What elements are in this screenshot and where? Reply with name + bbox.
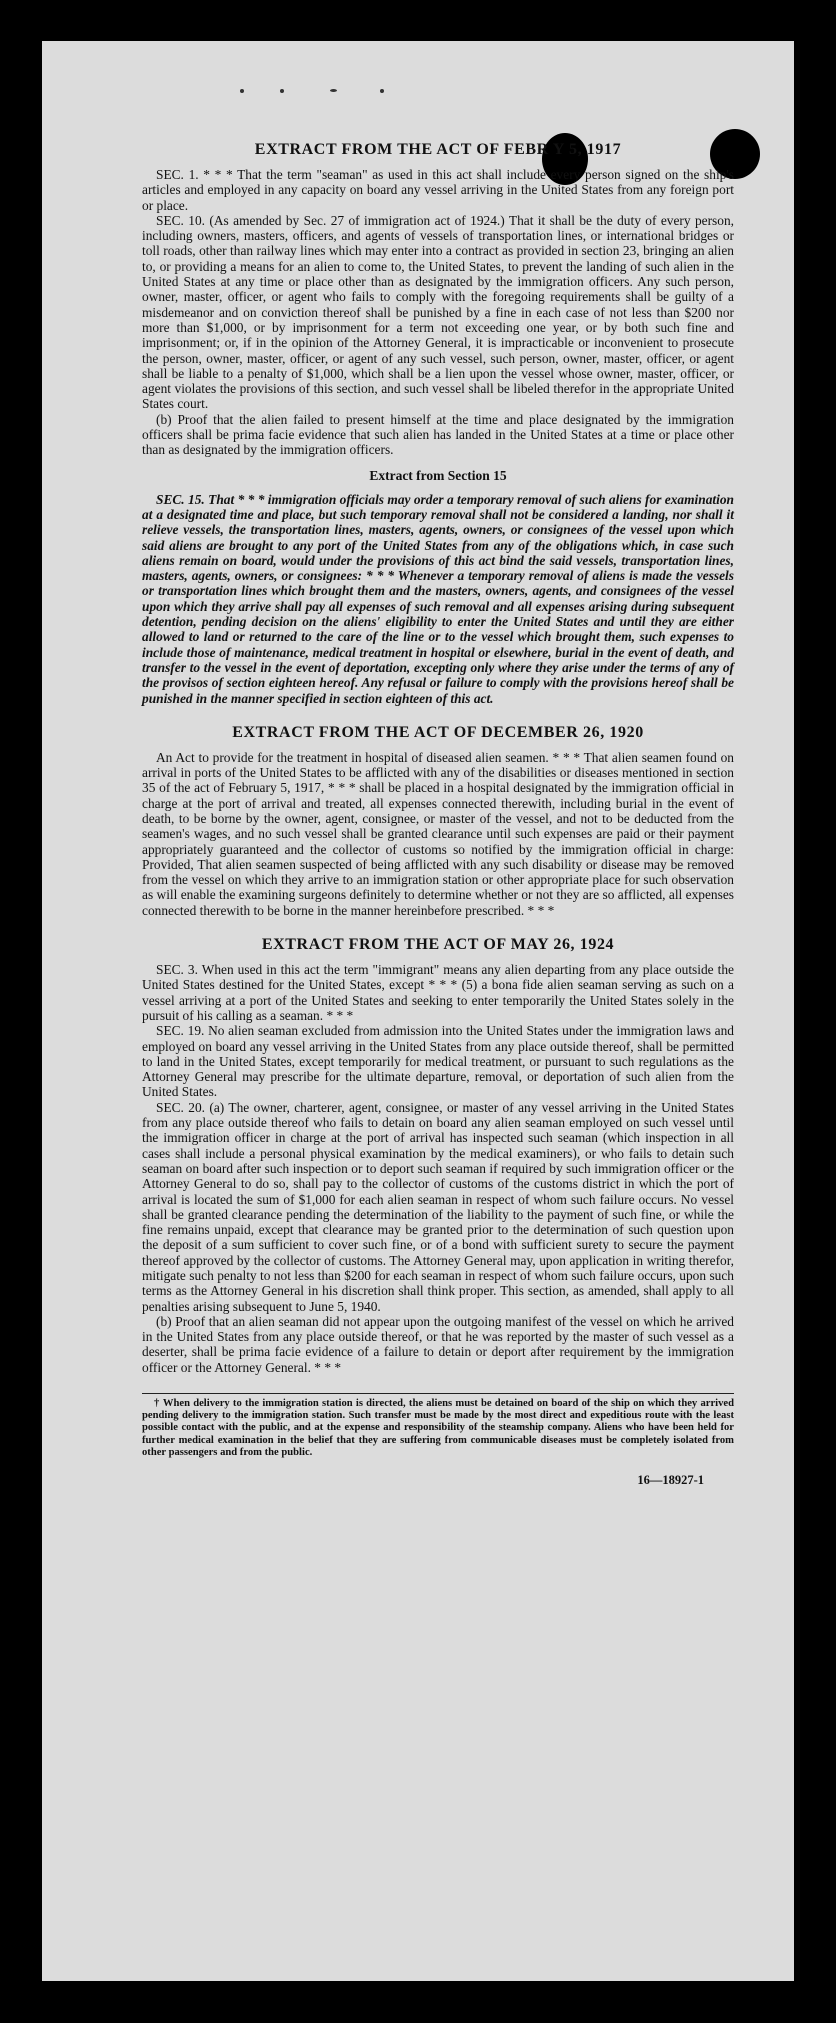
dot-mark: [330, 89, 337, 92]
footnote: † When delivery to the immigration station is directed, the aliens must be detained on board of the ship on which they arrived pending delivery to the immigration station. Such transfer must be made by the most direct and expeditious route with the least possible contact with the public, and at the expense and responsibility of the steamship company. Aliens who have been held for further medical examination in the belief that they are suffering from communicable diseases must be completely isolated from other passengers and from the public.: [142, 1398, 734, 1458]
paragraph-sec20b: (b) Proof that an alien seaman did not appear upon the outgoing manifest of the vessel on which he arrived in the United States from any place outside thereof, or that he was reported by the master of such vessel as a deserter, shall be prima facie evidence of a failure to detain or deport after requirement by the immigration officer or the Attorney General. * * *: [142, 1313, 734, 1375]
section-act-1917: [142, 141, 734, 706]
dot-mark: [380, 89, 384, 93]
paragraph-sec1: SEC. 1. * * * That the term "seaman" as used in this act shall include every person signed on the ship's articles and employed in any capacity on board any vessel arriving in the United States from any foreign port or place.: [142, 167, 734, 213]
paragraph-1920: An Act to provide for the treatment in hospital of diseased alien seamen. * * * That alien seamen found on arrival in ports of the United States to be afflicted with any of the disabilities or diseases mentioned in section 35 of the act of February 5, 1917, * * * shall be placed in a hospital designated by the immigration official in charge at the port of arrival and treated, all expenses connected therewith, including burial in the event of death, to be borne by the owner, agent, consignee, or master of the vessel, and not to be deducted from the seamen's wages, and no such vessel shall be granted clearance until such expenses are paid or their payment appropriately guaranteed and the collector of customs so notified by the immigration official in charge: Provided, That alien seamen suspected of being afflicted with any such disability or disease may be removed from the vessel on which they arrive to an immigration station or other appropriate place for such observation as will enable the examining surgeons definitely to determine whether or not they are so afflicted, all expenses connected therewith to be borne in the manner hereinbefore prescribed. * * *: [142, 749, 734, 918]
paragraph-sec15: SEC. 15. That * * * immigration officials may order a temporary removal of such aliens for examination at a designated time and place, but such temporary removal shall not be considered a landing, nor shall it relieve vessels, the transportation lines, masters, agents, owners, or consignees of the vessel upon which said aliens are brought to any port of the United States from any of the obligations which, in case such aliens remain on board, would under the provisions of this act bind the said vessels, transportation lines, masters, agents, owners, or consignees: * * * Whenever a temporary removal of aliens is made the vessels or transportation lines which brought them and the masters, owners, agents, and consignees of the vessel upon which they arrive shall pay all expenses of such removal and all expenses arising during subsequent detention, pending decision on the aliens' eligibility to enter the United States and until they are either allowed to land or returned to the care of the line or to the vessel which brought them, such expenses to include those of maintenance, medical treatment in hospital or elsewhere, burial in the event of death, and transfer to the vessel in the event of deportation, excepting only where they arise under the terms of any of the provisos of section eighteen hereof. Any refusal or failure to comply with the provisions hereof shall be punished in the manner specified in section eighteen of this act.: [142, 491, 734, 706]
heading-act-1924: EXTRACT FROM THE ACT OF MAY 26, 1924: [261, 936, 615, 954]
section-act-1920: [142, 724, 734, 918]
dot-mark: [240, 89, 244, 93]
paragraph-sec10: SEC. 10. (As amended by Sec. 27 of immigration act of 1924.) That it shall be the duty of every person, including owners, masters, officers, and agents of vessels of transportation lines, or international bridges or toll roads, other than railway lines which may enter into a contract as provided in section 23, bringing an alien to, or providing a means for an alien to come to, the United States, to prevent the landing of such alien in the United States at any time or place other than as designated by the immigration officers. Any such person, owner, master, officer, or agent who fails to comply with the foregoing requirements shall be guilty of a misdemeanor and on conviction thereof shall be punished by a fine in each case of not less than $200 nor more than $1,000, or by imprisonment for a term not exceeding one year, or by both such fine and imprisonment; or, if in the opinion of the Attorney General, it is impracticable or inconvenient to prosecute the person, owner, master, officer, or agent of any such vessel, such person, owner, master, officer, or agent shall be liable to a penalty of $1,000, which shall be a lien upon the vessel whose owner, master, officer, or agent violates the provisions of this section, and such vessel shall be libeled therefor in the appropriate United States court.: [142, 212, 734, 412]
paragraph-sec3: SEC. 3. When used in this act the term "immigrant" means any alien departing from any place outside the United States destined for the United States, except * * * (5) a bona fide alien seaman serving as such on a vessel arriving at a port of the United States and seeking to enter temporarily the United States solely in the pursuit of his calling as a seaman. * * *: [142, 962, 734, 1023]
document-body: [142, 141, 734, 1488]
heading-act-1920: EXTRACT FROM THE ACT OF DECEMBER 26, 1920: [232, 723, 644, 741]
paragraph-sec10b: (b) Proof that the alien failed to present himself at the time and place designated by the immigration officers shall be prima facie evidence that such alien has landed in the United States at a time or place other than as designated by the immigration officers.: [142, 411, 734, 458]
section-act-1924: [142, 936, 734, 1375]
form-code: 16—18927-1: [637, 1473, 704, 1488]
top-dots: [42, 89, 794, 109]
paragraph-sec20a: SEC. 20. (a) The owner, charterer, agent, consignee, or master of any vessel arriving in the United States from any place outside thereof who fails to detain on board any alien seaman employed on such vessel until the immigration officer in charge at the port of arrival has inspected such seaman (which inspection in all cases shall include a personal physical examination by the medical examiners), or who fails to detain such seaman on board after such inspection or to deport such seaman if required by such immigration officer or the Attorney General to do so, shall pay to the collector of customs of the customs district in which the port of arrival is located the sum of $1,000 for each alien seaman in respect of whom such failure occurs. No vessel shall be granted clearance pending the determination of the liability to the payment of such fine, or while the fine remains unpaid, except that clearance may be granted prior to the determination of such question upon the deposit of a sum sufficient to cover such fine, or of a bond with sufficient surety to secure the payment thereof approved by the collector of customs. The Attorney General may, upon application in writing therefor, mitigate such penalty to not less than $200 for each seaman in respect of whom such failure occurs, upon such terms as the Attorney General in his discretion shall think proper. This section, as amended, shall apply to all penalties arising subsequent to June 5, 1940.: [142, 1099, 734, 1314]
paragraph-sec19: SEC. 19. No alien seaman excluded from admission into the United States under the immigration laws and employed on board any vessel arriving in the United States from any place outside thereof, shall be permitted to land in the United States, except temporarily for medical treatment, or pursuant to such regulations as the Attorney General may prescribe for the ultimate departure, removal, or deportation of such alien from the United States.: [142, 1023, 734, 1100]
subheading-section-15: Extract from Section 15: [369, 467, 507, 483]
footnote-divider: [142, 1393, 734, 1394]
heading-act-1917: EXTRACT FROM THE ACT OF FEBR Y 5, 1917: [254, 141, 622, 158]
document-page: [42, 41, 794, 1981]
dot-mark: [280, 89, 284, 93]
